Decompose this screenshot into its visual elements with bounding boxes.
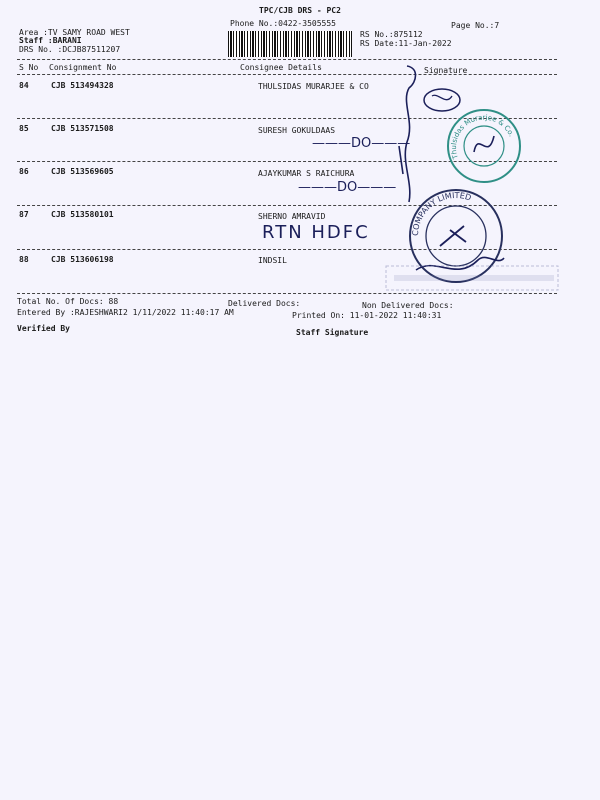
row-consignment: CJB 513606198 [51,255,114,264]
header-divider-top [17,59,557,60]
row-consignee: SURESH GOKULDAAS [258,126,336,135]
header-divider-bottom [17,74,557,75]
drs-number: DRS No. :DCJB87511207 [19,45,121,54]
row-sno: 84 [19,81,29,90]
row-consignment: CJB 513569605 [51,167,114,176]
staff-signature-label: Staff Signature [296,328,369,337]
total-docs: Total No. Of Docs: 88 [17,297,119,306]
row-consignment: CJB 513571508 [51,124,114,133]
verified-by: Verified By [17,324,70,333]
staff-label: Staff :BARANI [19,36,82,45]
row-consignment: CJB 513580101 [51,210,114,219]
row-sno: 87 [19,210,29,219]
row-consignee: SHERNO AMRAVID [258,212,326,221]
faded-stamp-impression [384,262,564,296]
phone-number: Phone No.:0422-3505555 [230,19,336,28]
svg-text:COMPANY LIMITED: COMPANY LIMITED [410,190,473,237]
rs-number: RS No.:875112 [360,30,423,39]
row-consignee: INDSIL [258,256,287,265]
handwritten-note: RTN HDFC [262,222,370,243]
document-title: TPC/CJB DRS - PC2 [259,6,341,15]
handwritten-ditto: ———DO——— [312,136,411,151]
rs-date: RS Date:11-Jan-2022 [360,39,452,48]
row-consignee: THULSIDAS MURARJEE & CO [258,82,369,91]
entered-by: Entered By :RAJESHWARI2 1/11/2022 11:40:17 AM [17,308,234,317]
svg-text:Thulsidas Murarjee & Co.: Thulsidas Murarjee & Co. [449,113,516,160]
row-consignee: AJAYKUMAR S RAICHURA [258,169,355,178]
column-consignment: Consignment No [49,63,117,72]
barcode [228,31,352,57]
row-consignment: CJB 513494328 [51,81,114,90]
column-sno: S No [19,63,39,72]
row-sno: 86 [19,167,29,176]
non-delivered-docs: Non Delivered Docs: [362,301,454,310]
page-number: Page No.:7 [451,21,500,30]
column-consignee: Consignee Details [240,63,322,72]
printed-on: Printed On: 11-01-2022 11:40:31 [292,311,442,320]
column-signature: Signature [424,66,468,75]
handwritten-ditto: ———DO——— [298,180,397,195]
company-round-stamp [444,106,524,186]
row-sno: 85 [19,124,29,133]
row-sno: 88 [19,255,29,264]
delivered-docs: Delivered Docs: [228,299,301,308]
area-label: Area :TV SAMY ROAD WEST [19,28,130,37]
